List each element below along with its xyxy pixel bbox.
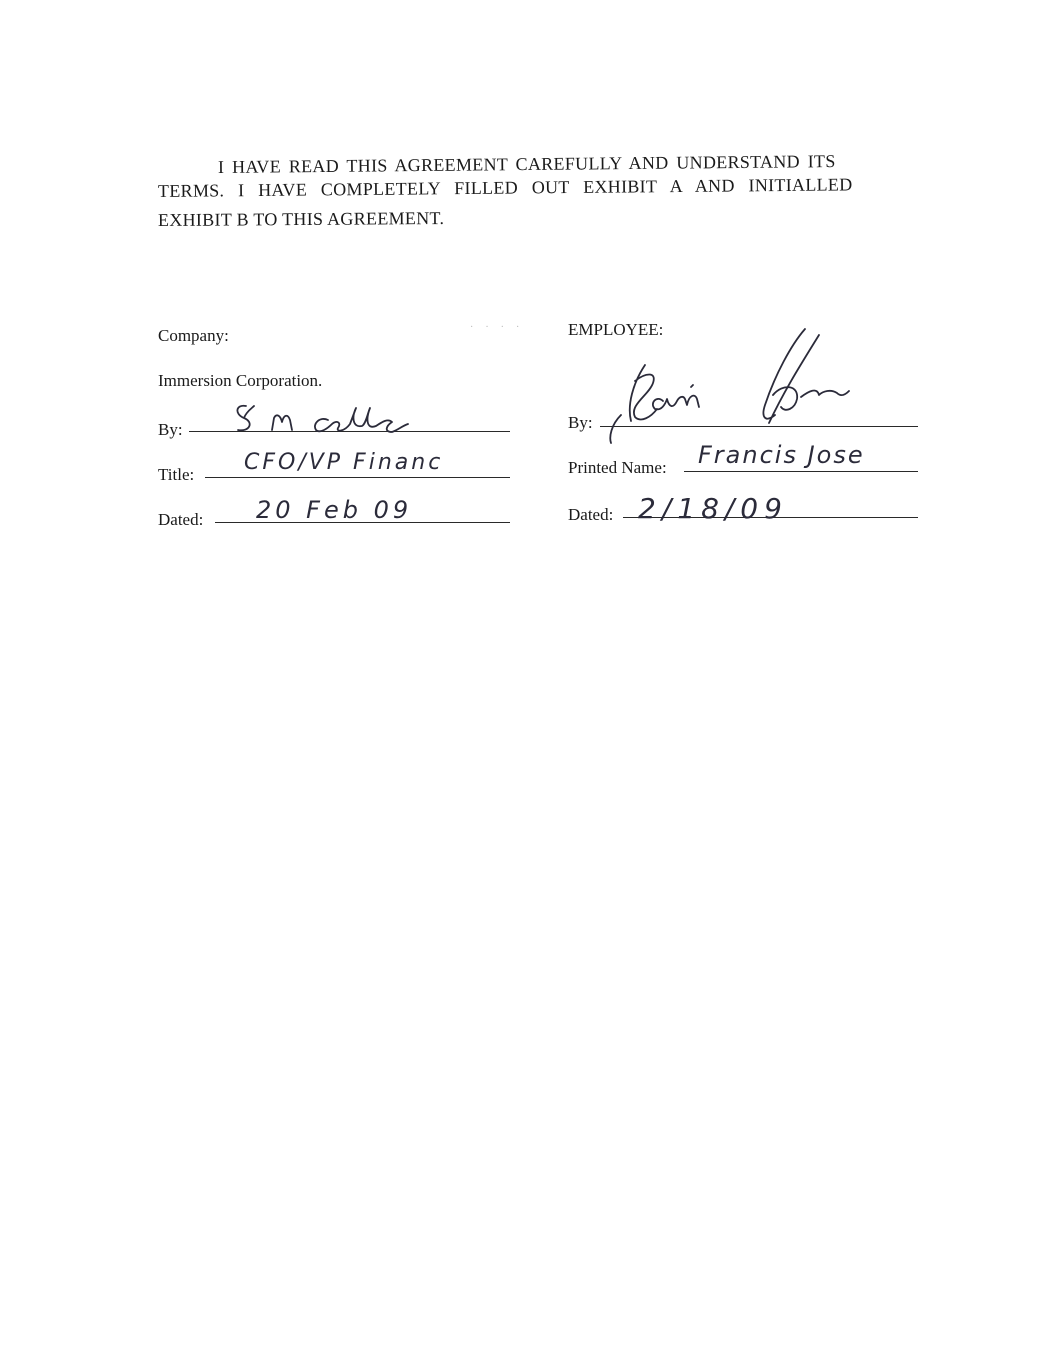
company-title-value: CFO/VP Financ <box>244 450 444 475</box>
company-dated-label: Dated: <box>158 510 204 529</box>
printed-name-line <box>684 471 918 472</box>
employee-dated-label: Dated: <box>568 505 614 524</box>
employee-signature <box>605 325 855 450</box>
printed-name-label: Printed Name: <box>568 458 667 477</box>
statement-line-3: EXHIBIT B TO THIS AGREEMENT. <box>157 208 445 230</box>
company-title-label: Title: <box>158 465 195 484</box>
company-by-label: By: <box>158 420 183 439</box>
scan-specks: ···· <box>470 322 532 333</box>
employee-heading: EMPLOYEE: <box>568 320 664 339</box>
company-signature <box>232 402 432 438</box>
printed-name-value: Francis Jose <box>698 441 865 469</box>
employee-by-label: By: <box>568 413 593 432</box>
company-heading: Company: <box>158 326 229 345</box>
agreement-statement <box>0 0 1055 240</box>
employee-dated-value: 2/18/09 <box>638 492 788 525</box>
company-dated-value: 20 Feb 09 <box>256 496 413 524</box>
company-name: Immersion Corporation. <box>158 371 323 390</box>
company-title-line <box>205 477 510 478</box>
statement-line-1: I HAVE READ THIS AGREEMENT CAREFULLY AND UNDERSTAND ITS <box>217 151 836 177</box>
statement-line-2: TERMS. I HAVE COMPLETELY FILLED OUT EXHIBIT A AND INITIALLED <box>157 174 853 201</box>
